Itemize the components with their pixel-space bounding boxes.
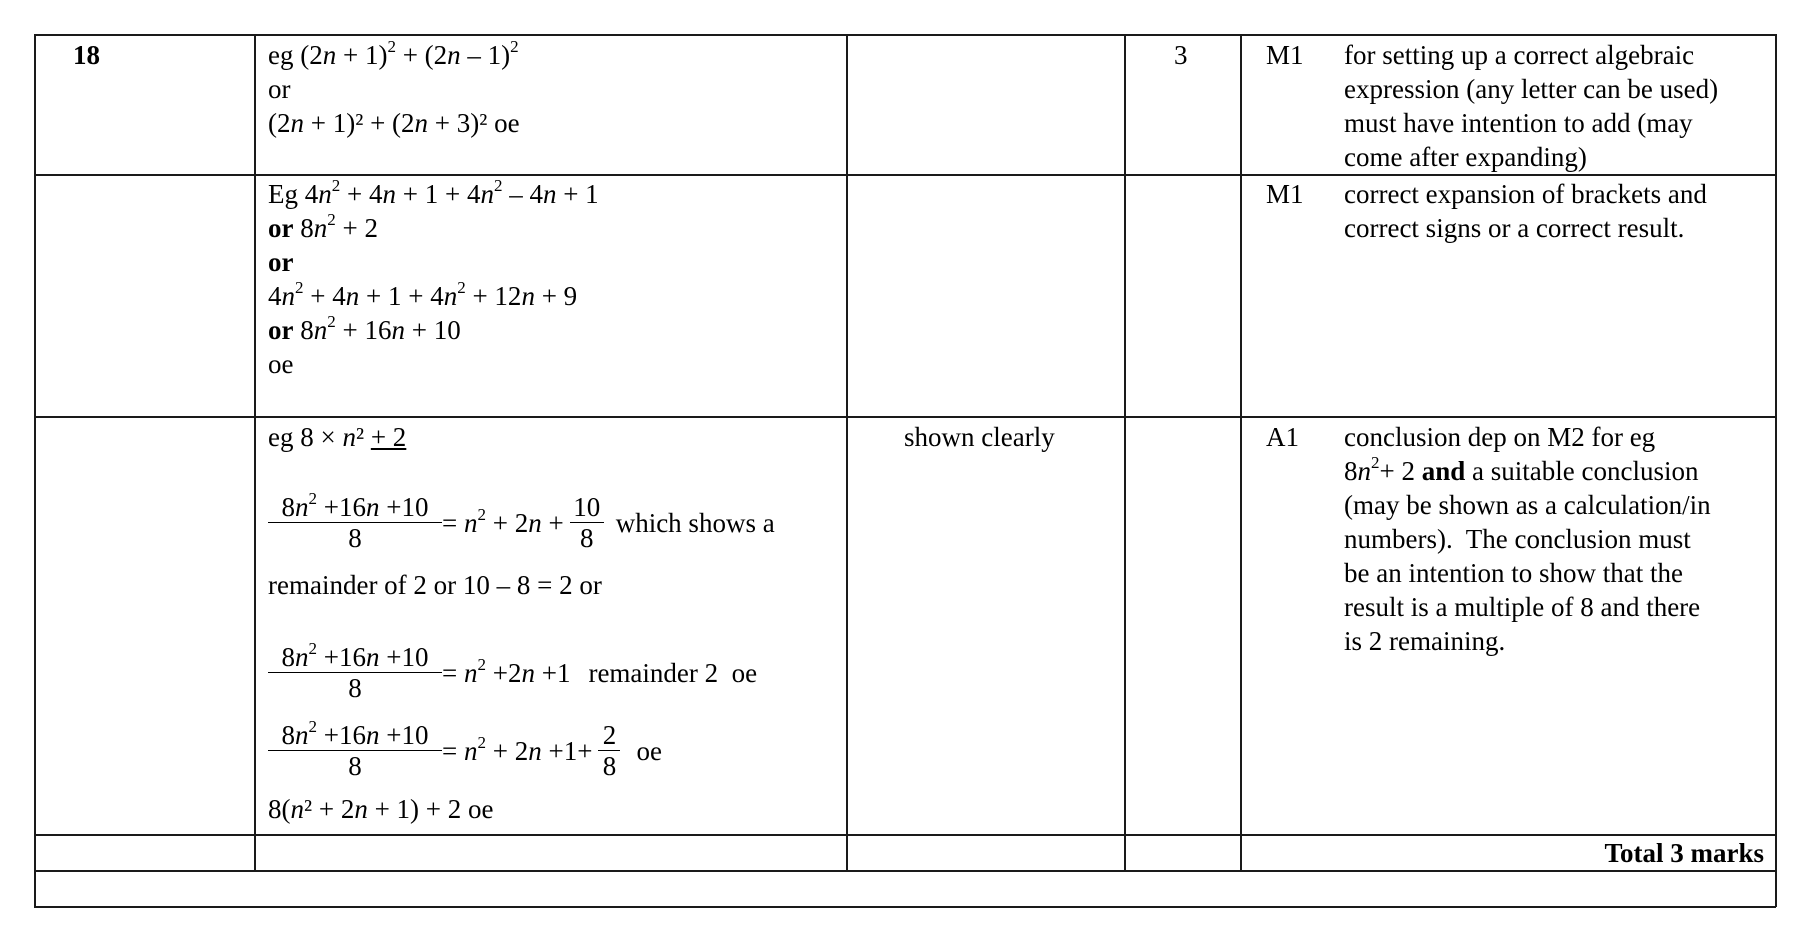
table-border-bottom: [34, 906, 1776, 908]
table-border-right: [1775, 34, 1777, 907]
row2-working-line2: or $8n^2 + 2$: [268, 210, 378, 243]
row3-fraction-2: $\frac{8n^2 +16n +10}{8}$ = $n^2 +2n +1$ remainder 2 oe: [268, 642, 757, 703]
row2-working-line5: or $8n^2 + 16n + 10$: [268, 312, 461, 345]
row3-working-line3: 8(n² + 2n + 1) + 2 oe: [268, 794, 494, 824]
row1-note-line: for setting up a correct algebraic: [1344, 40, 1695, 70]
row-divider-2: [34, 416, 1776, 418]
row3-mark-code: A1: [1266, 422, 1299, 452]
row1-note-line: expression (any letter can be used): [1344, 74, 1719, 104]
row1-working-line2: or: [268, 74, 291, 104]
row1-working-line1: eg $(2n + 1)^2 + (2n - 1)^2$: [268, 37, 519, 70]
column-divider-1: [254, 34, 256, 871]
row1-note-line: must have intention to add (may: [1344, 108, 1693, 138]
row1-notes: [1344, 38, 1718, 174]
row3-fraction-3: $\frac{8n^2 +16n +10}{8}$ = $n^2 + 2n +1+$ $\frac{2}{8}$ oe: [268, 720, 662, 781]
row2-working-line6: oe: [268, 349, 294, 379]
row3-note-line: conclusion dep on M2 for eg: [1344, 422, 1656, 452]
row-divider-1: [34, 174, 1776, 176]
row-divider-3: [34, 834, 1776, 836]
row1-marks: 3: [1174, 40, 1188, 70]
column-divider-3: [1124, 34, 1126, 871]
row2-notes: [1344, 177, 1707, 245]
row2-working: [268, 177, 599, 381]
row3-note-line: (may be shown as a calculation/in: [1344, 490, 1711, 520]
row1-working: [268, 38, 520, 140]
row3-note-line: is 2 remaining.: [1344, 626, 1506, 656]
row3-working-line2: remainder of 2 or 10 – 8 = 2 or: [268, 570, 602, 600]
row3-note-line: numbers). The conclusion must: [1344, 524, 1691, 554]
row3-notes: [1344, 420, 1711, 658]
row-divider-4: [34, 870, 1776, 872]
row2-note-line: correct signs or a correct result.: [1344, 213, 1685, 243]
row1-mark-code: M1: [1266, 40, 1304, 70]
row3-working: [268, 420, 838, 830]
row3-note-line: result is a multiple of 8 and there: [1344, 592, 1701, 622]
question-number: 18: [73, 40, 100, 70]
row2-note-line: correct expansion of brackets and: [1344, 179, 1707, 209]
row2-working-line4: $4n^2 + 4n + 1 + 4n^2 + 12n + 9$: [268, 278, 578, 311]
total-marks: Total 3 marks: [1604, 838, 1764, 868]
row3-note-line: $8n^2+ 2$ and a suitable conclusion: [1344, 453, 1699, 486]
row3-note-line: be an intention to show that the: [1344, 558, 1683, 588]
row1-note-line: come after expanding): [1344, 142, 1587, 172]
row2-mark-code: M1: [1266, 179, 1304, 209]
row3-fraction-1: $\frac{8n^2 +16n +10}{8}$ = $n^2 + 2n$ + $\frac{10}{8}$ which shows a: [268, 492, 775, 553]
row3-answer: shown clearly: [904, 422, 1055, 452]
row2-working-line1: Eg $4n^2 + 4n + 1 + 4n^2 - 4n + 1$: [268, 176, 599, 209]
row2-working-line3: or: [268, 247, 294, 277]
row3-working-line1: eg 8 × n² + 2: [268, 422, 407, 452]
table-border-left: [34, 34, 36, 907]
row1-working-line3: (2n + 1)² + (2n + 3)² oe: [268, 108, 520, 138]
column-divider-4: [1240, 34, 1242, 871]
table-border-top: [34, 34, 1776, 36]
column-divider-2: [846, 34, 848, 871]
